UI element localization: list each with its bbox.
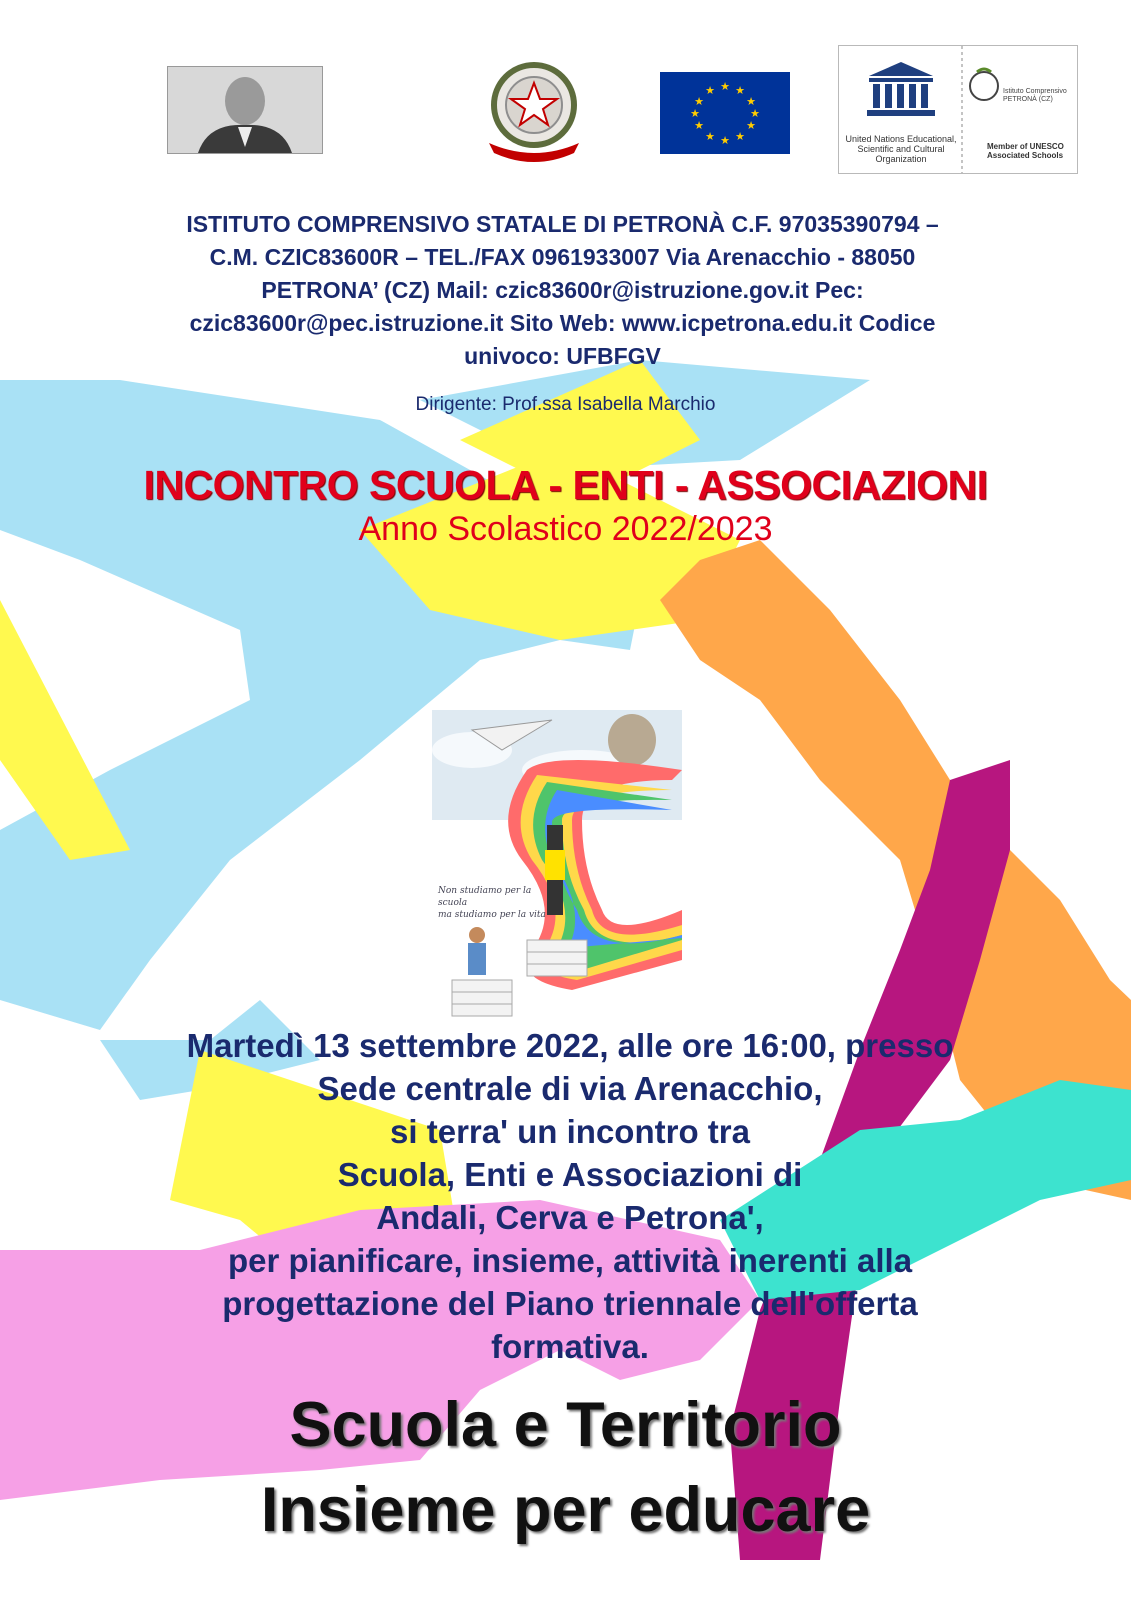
unesco-logo-box — [838, 45, 1078, 174]
header-line: univoco: UFBFGV — [464, 343, 661, 369]
svg-text:★: ★ — [705, 84, 715, 97]
svg-text:★: ★ — [720, 80, 730, 93]
svg-text:★: ★ — [705, 130, 715, 143]
svg-text:★: ★ — [694, 119, 704, 132]
body-line: Andali, Cerva e Petrona', — [376, 1199, 764, 1236]
event-title: INCONTRO SCUOLA - ENTI - ASSOCIAZIONI — [143, 462, 988, 508]
school-header — [110, 208, 1015, 373]
dirigente-line: Dirigente: Prof.ssa Isabella Marchio — [415, 394, 716, 415]
body-line: progettazione del Piano triennale dell'offerta — [222, 1285, 918, 1322]
image-caption-line: Non studiamo per la scuola — [438, 886, 532, 908]
emblem-icon — [474, 55, 594, 167]
svg-text:★: ★ — [735, 84, 745, 97]
svg-text:★: ★ — [746, 119, 756, 132]
boy-figure-icon — [469, 927, 485, 943]
svg-text:★: ★ — [750, 107, 760, 120]
event-description — [100, 1024, 1040, 1368]
body-line: per pianificare, insieme, attività inerenti alla — [227, 1242, 913, 1279]
portrait-icon — [168, 67, 322, 153]
eu-flag — [660, 72, 790, 154]
rainbow-illustration — [432, 710, 682, 1030]
svg-text:★: ★ — [720, 134, 730, 147]
italian-republic-emblem — [474, 55, 594, 167]
body-line: Sede centrale di via Arenacchio, — [317, 1070, 823, 1107]
slogan-line-2: Insieme per educare — [260, 1475, 871, 1545]
unesco-caption: United Nations Educational, Scientific and Cultural Organization — [845, 134, 957, 164]
svg-text:★: ★ — [690, 107, 700, 120]
body-line: si terra' un incontro tra — [390, 1113, 750, 1150]
ic-member-caption: Member of UNESCO Associated Schools — [987, 142, 1064, 160]
bust-icon — [608, 714, 656, 766]
body-line: Martedì 13 settembre 2022, alle ore 16:00, presso — [186, 1027, 954, 1064]
body-line: formativa. — [491, 1328, 649, 1365]
ic-caption: Istituto Comprensivo PETRONÀ (CZ) — [1003, 88, 1067, 103]
portrait-photo — [167, 66, 323, 154]
event-subtitle: Anno Scolastico 2022/2023 — [358, 510, 773, 548]
image-caption — [438, 885, 558, 921]
image-caption-line: ma studiamo per la vita — [438, 910, 546, 920]
slogan-line-1: Scuola e Territorio — [289, 1390, 842, 1460]
body-line: Scuola, Enti e Associazioni di — [337, 1156, 803, 1193]
slogan — [0, 1383, 1131, 1553]
svg-text:★: ★ — [746, 95, 756, 108]
header-line: C.M. CZIC83600R – TEL./FAX 0961933007 Via Arenacchio - 88050 — [209, 244, 916, 270]
svg-text:★: ★ — [694, 95, 704, 108]
unesco-temple-icon — [865, 60, 937, 118]
header-line: ISTITUTO COMPRENSIVO STATALE DI PETRONÀ C.F. 97035390794 – — [186, 211, 939, 237]
header-line: czic83600r@pec.istruzione.it Sito Web: www.icpetrona.edu.it Codice — [189, 310, 936, 336]
school-globe-icon — [967, 64, 1001, 104]
svg-text:★: ★ — [735, 130, 745, 143]
eu-stars-icon — [660, 72, 790, 154]
header-line: PETRONA’ (CZ) Mail: czic83600r@istruzione.gov.it Pec: — [261, 277, 864, 303]
divider — [961, 46, 963, 173]
